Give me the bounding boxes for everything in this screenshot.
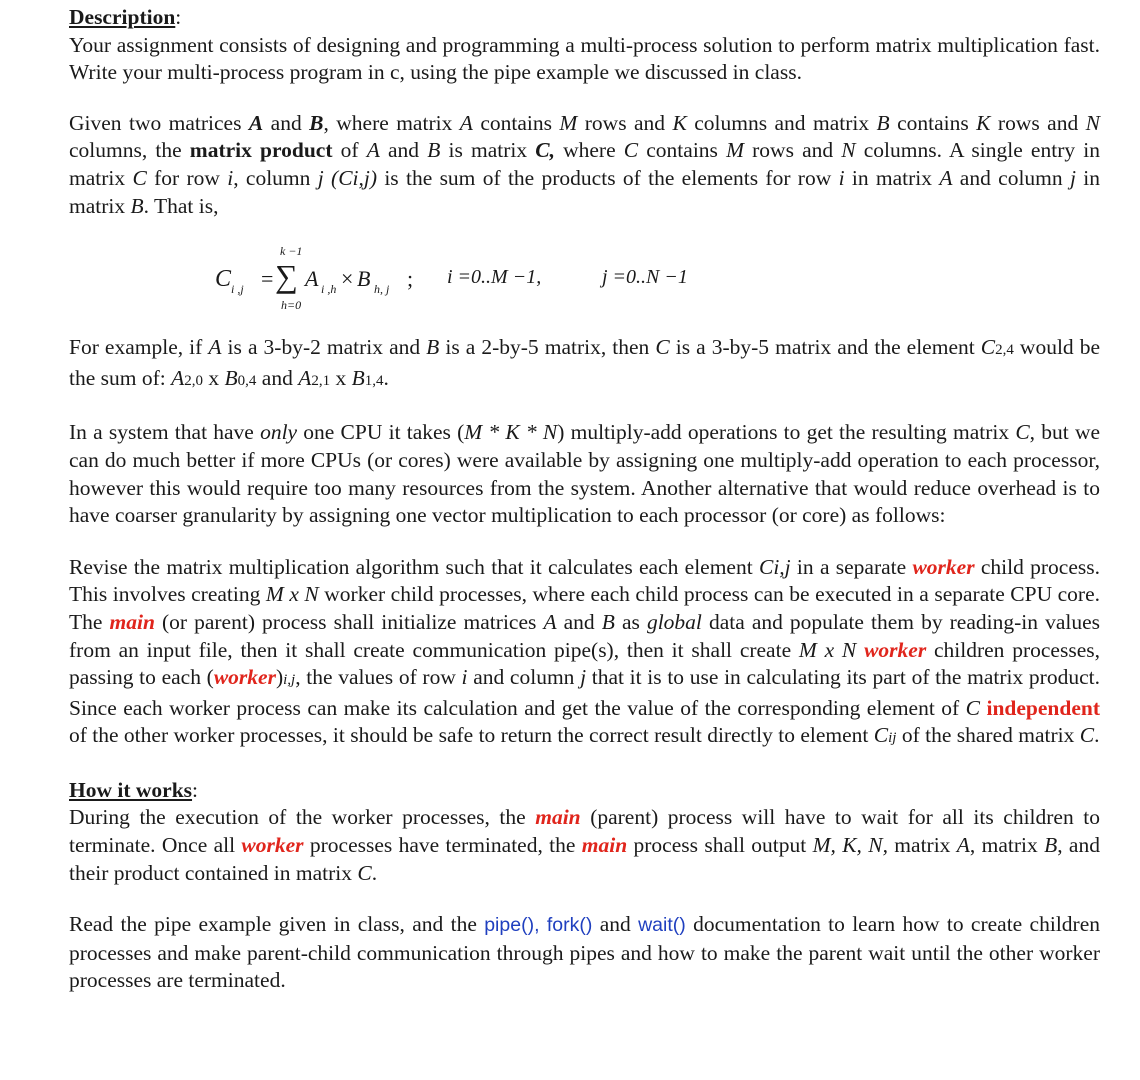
formula-b: B — [357, 266, 371, 292]
single-cpu-paragraph: In a system that have only one CPU it takes (M * K * N) multiply-add operations to get the resulting matrix C, but we can do much better if more CPUs (or cores) were available by assigning one multiply-add operation to each processor, however this would require too many resources from the system. Another alternative that would reduce overhead is to have coarser granularity by assigning one vector multiplication to each processor (or core) as follows: — [69, 420, 1101, 528]
formula-equals: = — [261, 266, 274, 292]
formula-a-subscript: i ,h — [321, 282, 337, 297]
how-it-works-heading-line: How it works: — [69, 777, 199, 802]
intro-paragraph: Your assignment consists of designing and programming a multi-process solution to perform matrix multiplication fast. Write your multi-process program in c, using the pipe example we discussed in class. — [69, 32, 1100, 85]
how-it-works-paragraph: During the execution of the worker processes, the main (parent) process will have to wait for all its children to terminate. Once all worker processes have terminated, the main process shall output M, K, N, matrix A, matrix B, and their product contained in matrix C. — [69, 805, 1100, 885]
matrix-product-formula — [69, 238, 1100, 318]
formula-lhs-subscript: i ,j — [231, 282, 244, 297]
read-pipe-example-paragraph: Read the pipe example given in class, and the pipe(), fork() and wait() documentation to learn how to create children processes and make parent-child communication through pipes and how to make the parent wait until the other worker processes are terminated. — [69, 912, 1100, 993]
wait-doc-link[interactable]: wait() — [638, 914, 686, 937]
document-page — [69, 4, 1100, 995]
sigma-lower-limit: h=0 — [281, 298, 302, 313]
sigma-upper-limit: k −1 — [280, 244, 303, 259]
description-heading: Description — [69, 5, 176, 29]
description-heading-line: Description: — [69, 5, 182, 29]
formula-semicolon: ; — [407, 266, 414, 292]
sigma-symbol: ∑ — [275, 258, 298, 295]
how-it-works-heading: How it works — [69, 777, 193, 802]
formula-range-j: j =0..N −1 — [602, 266, 688, 289]
formula-times: × — [341, 266, 354, 292]
formula-b-subscript: h, j — [374, 282, 390, 297]
revise-algorithm-paragraph: Revise the matrix multiplication algorithm such that it calculates each element Ci,j in a separate worker child process. This involves creating M x N worker child processes, where each child process can be executed in a separate CPU core. The main (or parent) process shall initialize matrices A and B as global data and populate them by reading-in values from an input file, then it shall create communication pipe(s), then it shall create M x N worker children processes, passing to each (worker)i,j, the values of row i and column j that it is to use in calculating its part of the matrix product. Since each worker process can make its calculation and get the value of the corresponding element of C independent of the other worker processes, it should be safe to return the correct result directly to element Cij of the shared matrix C. — [69, 554, 1100, 748]
matrix-definition-paragraph: Given two matrices A and B, where matrix A contains M rows and K columns and matrix B contains K rows and N columns, the matrix product of A and B is matrix C, where C contains M rows and N columns. A single entry in matrix C for row i, column j (Ci,j) is the sum of the products of the elements for row i in matrix A and column j in matrix B. That is, — [69, 110, 1100, 218]
example-paragraph: For example, if A is a 3-by-2 matrix and B is a 2-by-5 matrix, then C is a 3-by-5 matrix and the element C2,4 would be the sum of: A2,0 x B0,4 and A2,1 x B1,4. — [69, 335, 1101, 390]
fork-doc-link[interactable]: fork() — [546, 914, 593, 937]
formula-range-i: i =0..M −1, — [447, 266, 542, 289]
pipe-doc-link[interactable]: pipe() — [484, 914, 535, 937]
formula-a: A — [305, 266, 319, 292]
formula-lhs: C — [215, 266, 232, 293]
